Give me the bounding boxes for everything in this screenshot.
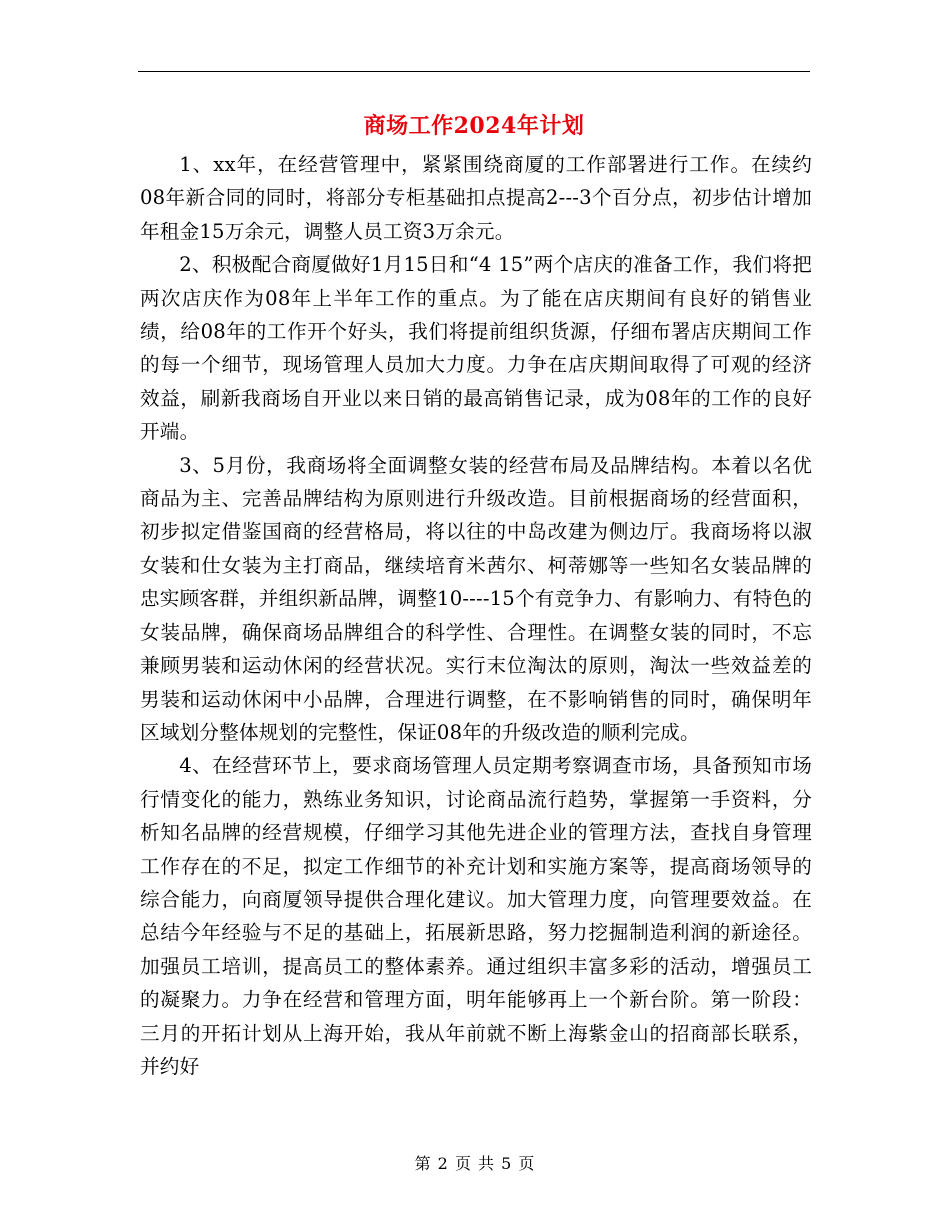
- page-footer: [0, 1152, 950, 1176]
- paragraph-2: 2、积极配合商厦做好1月15日和“4 15”两个店庆的准备工作，我们将把两次店庆作为08年上半年工作的重点。为了能在店庆期间有良好的销售业绩，给08年的工作开个好头，我们将提前组织货源，仔细布署店庆期间工作的每一个细节，现场管理人员加大力度。力争在店庆期间取得了可观的经济效益，刷新我商场自开业以来日销的最高销售记录，成为08年的工作的良好开端。: [140, 253, 812, 444]
- paragraph-3: 3、5月份，我商场将全面调整女装的经营布局及品牌结构。本着以名优商品为主、完善品牌结构为原则进行升级改造。目前根据商场的经营面积，初步拟定借鉴国商的经营格局，将以往的中岛改建为侧边厅。我商场将以淑女装和仕女装为主打商品，继续培育米茜尔、柯蒂娜等一些知名女装品牌的忠实顾客群，并组织新品牌，调整10----15个有竞争力、有影响力、有特色的女装品牌，确保商场品牌组合的科学性、合理性。在调整女装的同时，不忘兼顾男装和运动休闲的经营状况。实行末位淘汰的原则，淘汰一些效益差的男装和运动休闲中小品牌，合理进行调整，在不影响销售的同时，确保明年区域划分整体规划的完整性，保证08年的升级改造的顺利完成。: [140, 453, 812, 744]
- footer-page-current: 2: [437, 1154, 449, 1173]
- header-rule: [138, 71, 810, 72]
- paragraph-1: 1、xx年，在经营管理中，紧紧围绕商厦的工作部署进行工作。在续约08年新合同的同时，将部分专柜基础扣点提高2---3个百分点，初步估计增加年租金15万余元，调整人员工资3万余元。: [140, 153, 812, 243]
- footer-page-prefix: 第: [414, 1154, 432, 1173]
- document-title: 商场工作2024年计划: [363, 113, 585, 139]
- footer-page-total: 5: [501, 1154, 513, 1173]
- footer-page-suffix: 页: [518, 1154, 536, 1173]
- paragraph-4: 4、在经营环节上，要求商场管理人员定期考察调查市场，具备预知市场行情变化的能力，熟练业务知识，讨论商品流行趋势，掌握第一手资料，分析知名品牌的经营规模，仔细学习其他先进企业的管理方法，查找自身管理工作存在的不足，拟定工作细节的补充计划和实施方案等，提高商场领导的综合能力，向商厦领导提供合理化建议。加大管理力度，向管理要效益。在总结今年经验与不足的基础上，拓展新思路，努力挖掘制造利润的新途径。加强员工培训，提高员工的整体素养。通过组织丰富多彩的活动，增强员工的凝聚力。力争在经营和管理方面，明年能够再上一个新台阶。第一阶段：三月的开拓计划从上海开始，我从年前就不断上海紫金山的招商部长联系，并约好: [140, 754, 812, 1078]
- footer-page-mid: 页 共: [454, 1154, 496, 1173]
- document-body: [140, 148, 812, 1083]
